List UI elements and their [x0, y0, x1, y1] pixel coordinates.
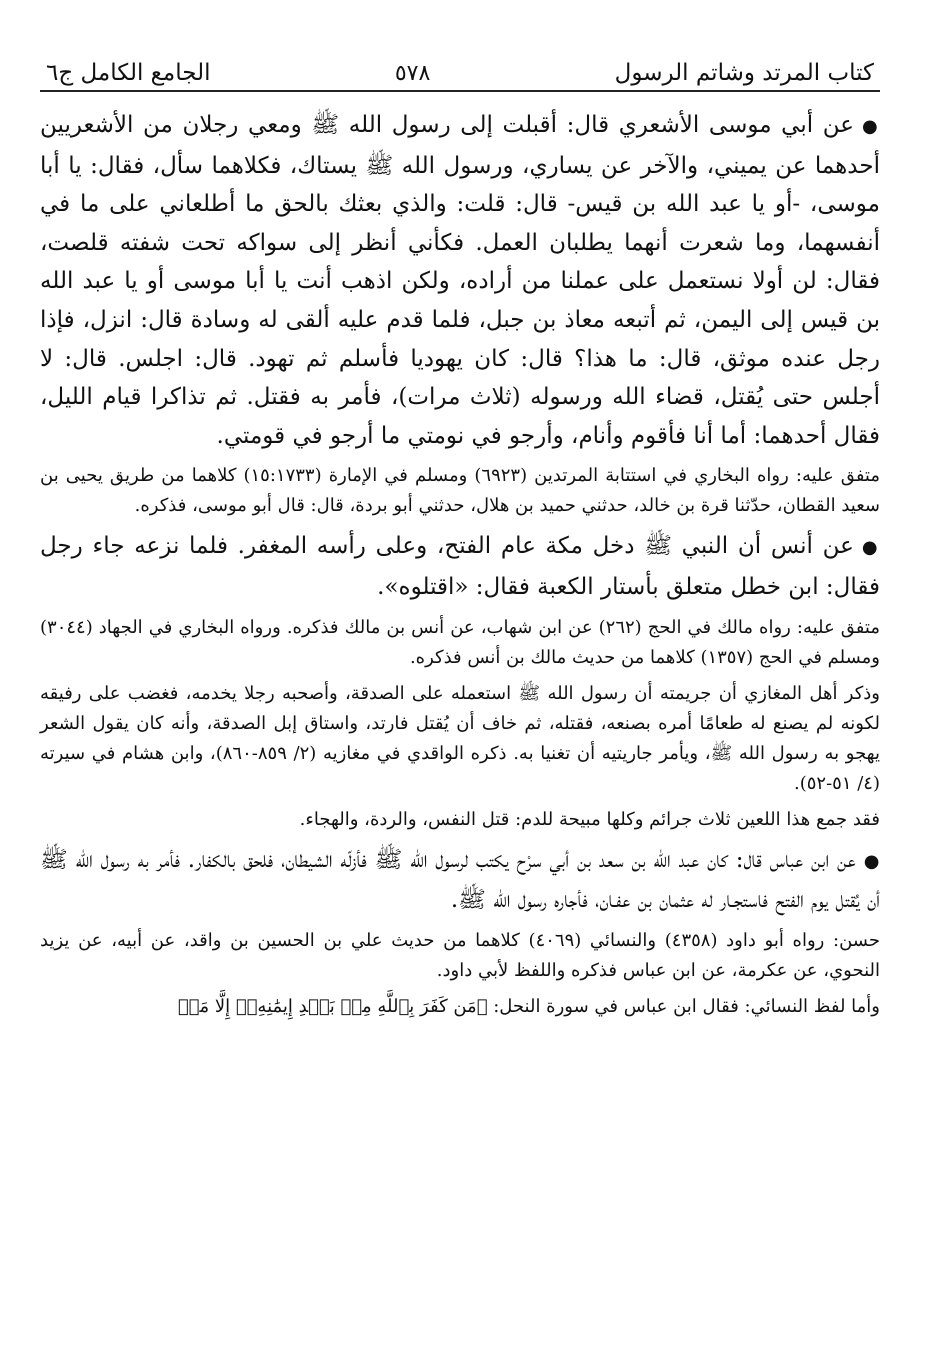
block-text: عن أبي موسى الأشعري قال: أقبلت إلى رسول الله ﷺ ومعي رجلان من الأشعريين أحدهما عن يميني، والآخر عن يساري، ورسول الله ﷺ يستاك، فكلاهما سأل، فقال: يا أبا موسى، -أو يا عبد الله بن قيس- قال: قلت: والذي بعثك بالحق ما أطلعاني على ما في أنفسهما، وما شعرت أنهما يطلبان العمل. فكأني أنظر إلى سواكه تحت شفته قلصت، فقال: لن أولا نستعمل على عملنا من أراده، ولكن اذهب أنت يا أبا موسى أو يا عبد الله بن قيس إلى اليمن، ثم أتبعه معاذ بن جبل، فلما قدم عليه ألقى له وسادة قال: انزل، فإذا رجل عنده موثق، قال: ما هذا؟ قال: كان يهوديا فأسلم ثم تهود. قال: اجلس. قال: لا أجلس حتى يُقتل، قضاء الله ورسوله (ثلاث مرات)، فأمر به فقتل. ثم تذاكرا قيام الليل، فقال أحدهما: أما أنا فأقوم وأنام، وأرجو في نومتي ما أرجو في قومتي. [40, 112, 880, 449]
commentary-note [40, 679, 880, 799]
running-header [40, 40, 880, 92]
block-text: حسن: رواه أبو داود (٤٣٥٨) والنسائي (٤٠٦٩) كلاهما من حديث علي بن الحسين بن واقد، عن أبيه، عن يزيد النحوي، عن عكرمة، عن ابن عباس فذكره واللفظ لأبي داود. [40, 929, 880, 981]
block-text: وأما لفظ النسائي: فقال ابن عباس في سورة النحل: ﴿مَن كَفَرَ بِٱللَّهِ مِنۢ بَعۡدِ إِيمَٰنِهِۦٓ إِلَّا مَنۡ [177, 995, 880, 1017]
block-text: فقد جمع هذا اللعين ثلاث جرائم وكلها مبيحة للدم: قتل النفس، والردة، والهجاء. [299, 808, 880, 830]
page-body [40, 92, 880, 1022]
hadith-paragraph [40, 841, 880, 920]
bullet-icon: ● [863, 850, 880, 872]
book-volume-title: الجامع الكامل ج٦ [46, 60, 211, 86]
document-page [40, 40, 880, 1028]
bullet-icon: ● [861, 116, 880, 137]
commentary-note [40, 805, 880, 835]
page-number: ٥٧٨ [394, 61, 431, 86]
block-text: عن ابن عباس قال: كان عبد الله بن سعد بن أبي سرْح يكتب لرسول الله ﷺ فأزلّه الشيطان، فلحق بالكفار. فأمر به رسول الله ﷺ أن يُقتل يوم الفتح فاستجـار له عثمان بن عفـان، فأجاره رسول الله ﷺ. [40, 846, 880, 914]
block-text: متفق عليه: رواه مالك في الحج (٢٦٢) عن ابن شهاب، عن أنس بن مالك فذكره. ورواه البخاري في الجهاد (٣٠٤٤) ومسلم في الحج (١٣٥٧) كلاهما من حديث مالك بن أنس فذكره. [40, 616, 880, 668]
commentary-note [40, 461, 880, 521]
block-text: عن أنس أن النبي ﷺ دخل مكة عام الفتح، وعلى رأسه المغفر. فلما نزعه جاء رجل فقال: ابن خطل متعلق بأستار الكعبة فقال: «اقتلوه». [40, 533, 880, 600]
bullet-icon: ● [861, 537, 880, 559]
book-chapter-title: كتاب المرتد وشاتم الرسول [614, 60, 874, 86]
block-text: وذكر أهل المغازي أن جريمته أن رسول الله ﷺ استعمله على الصدقة، وأصحبه رجلا يخدمه، فغضب على رفيقه لكونه لم يصنع له طعامًا أمره بصنعه، فقتله، ثم خاف أن يُقتل فارتد، واستاق إبل الصدقة، وأنه كان يقول الشعر يهجو به رسول الله ﷺ، ويأمر جاريتيه أن تغنيا به. ذكره الواقدي في مغازيه (٢/ ٨٥٩-٨٦٠)، وابن هشام في سيرته (٤/ ٥١-٥٢). [40, 682, 880, 794]
commentary-note [40, 926, 880, 986]
block-text: متفق عليه: رواه البخاري في استتابة المرتدين (٦٩٢٣) ومسلم في الإمارة (١٥:١٧٣٣) كلاهما من طريق يحيى بن سعيد القطان، حدّثنا قرة بن خالد، حدثني حميد بن هلال، حدثني أبو بردة، قال: قال أبو موسى، فذكره. [40, 465, 880, 517]
hadith-paragraph [40, 106, 880, 455]
commentary-note [40, 613, 880, 673]
commentary-note [40, 992, 880, 1022]
hadith-paragraph [40, 527, 880, 606]
